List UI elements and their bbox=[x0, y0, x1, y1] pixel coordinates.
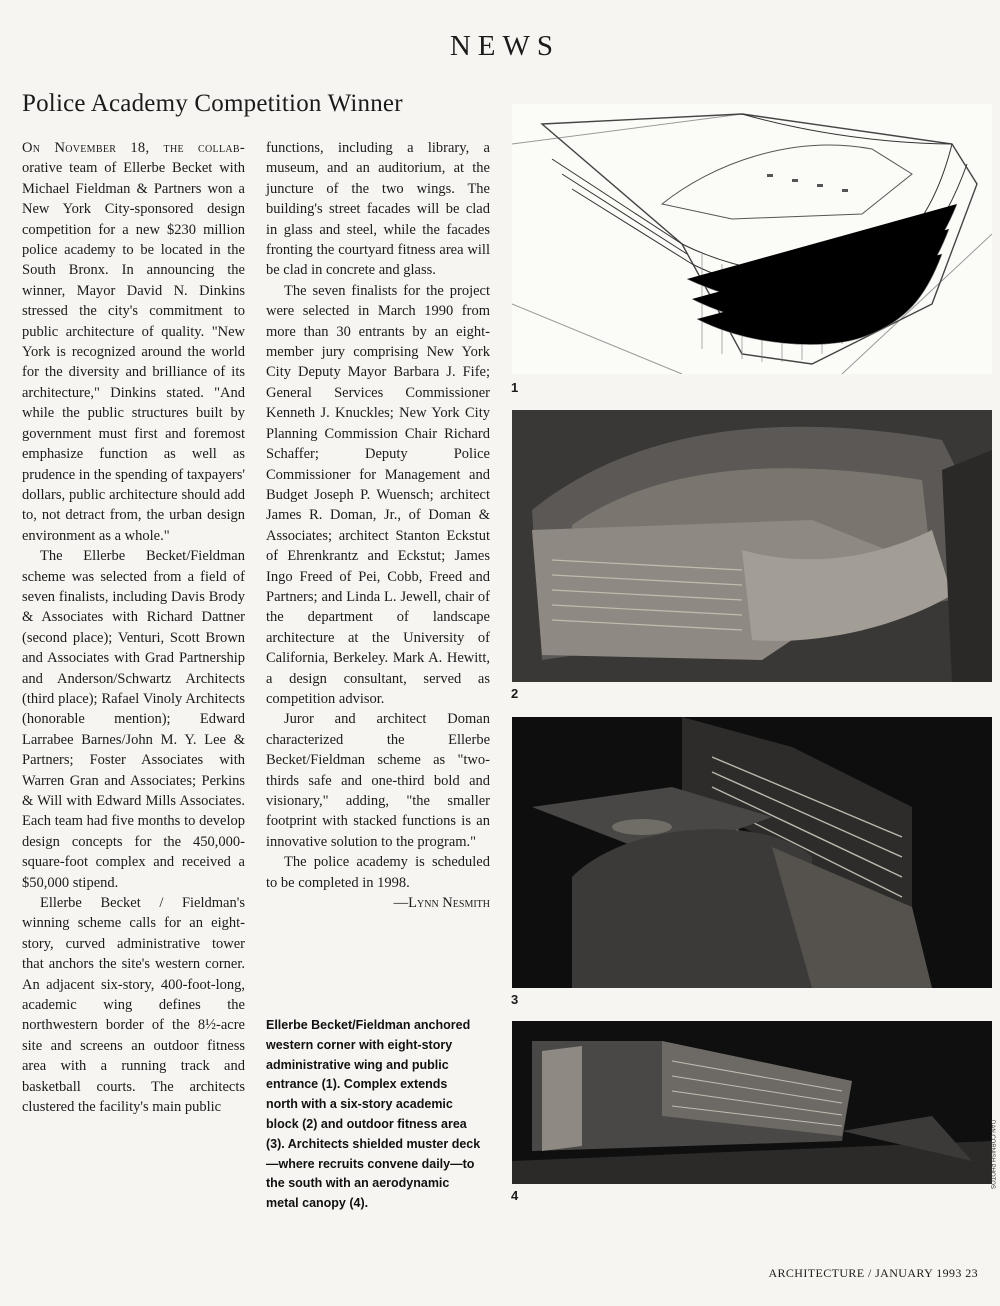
section-header: NEWS bbox=[449, 30, 560, 62]
article-paragraph-6: Juror and architect Doman characterized the Ellerbe Becket/Fieldman scheme as "two-thirds safe and one-third bold and visionary," adding, "the smaller footprint with stacked functions is an innovative solution to the program." bbox=[266, 711, 490, 850]
figure-3-photo bbox=[512, 717, 992, 988]
model-photo-2 bbox=[512, 410, 992, 682]
page-footer: ARCHITECTURE / JANUARY 1993 23 bbox=[768, 1266, 978, 1280]
figure-3-number: 3 bbox=[511, 992, 519, 1007]
figure-4-photo bbox=[512, 1021, 992, 1184]
photo-credit: DAN CORNISH PHOTOS bbox=[989, 1120, 995, 1189]
figure-2-number: 2 bbox=[511, 686, 519, 701]
article-paragraph-1: On November 18, the collab- orative team of Ellerbe Becket with Michael Fieldman & Partners won a New York City-sponsored design competition for a new $230 million police academy to be located in the South Bronx. In announcing the winner, Mayor David N. Dinkins stressed the city's commitment to public architecture of quality. "New York is recognized around the world for the diversity and brilliance of its architecture," Dinkins stated. "And while the public structures built by government must first and foremost emphasize function as well as prudence in the spending of taxpayers' dollars, public architecture should add to, not detract from, the urban design environment as a whole." bbox=[22, 140, 245, 544]
byline: —Lynn Nesmith bbox=[393, 895, 490, 912]
article-paragraph-3: Ellerbe Becket / Fieldman's winning scheme calls for an eight-story, curved administrative tower that anchors the site's western corner. An adjacent six-story, 400-foot-long, academic wing defines the northwestern border of the 8½-acre site and screens an outdoor fitness area with a running track and basketball courts. The architects clustered the facility's main public bbox=[22, 895, 245, 1116]
figure-1-drawing bbox=[512, 104, 992, 374]
article-column-2 bbox=[266, 138, 490, 913]
figure-4-number: 4 bbox=[511, 1188, 519, 1203]
article-paragraph-4: functions, including a library, a museum, and an auditorium, at the juncture of the two wings. The building's street facades will be clad in glass and steel, while the facades fronting the courtyard fitness area will be clad in concrete and glass. bbox=[266, 140, 490, 279]
article-column-1 bbox=[22, 138, 245, 1118]
article-paragraph-7: The police academy is scheduled to be completed in 1998. bbox=[266, 854, 490, 891]
headline: Police Academy Competition Winner bbox=[22, 90, 403, 117]
lead-in: On November 18, the collab- bbox=[22, 140, 245, 156]
figure-2-photo bbox=[512, 410, 992, 682]
article-paragraph-5: The seven finalists for the project were selected in March 1990 from more than 30 entrants by an eight-member jury comprising New York City Deputy Mayor Barbara J. Fife; General Services Commissioner Kenneth J. Knuckles; New York City Planning Commission Chair Richard Schaffer; Deputy Police Commissioner for Management and Budget Joseph P. Wuensch; architect James R. Doman, Jr., of Doman & Associates; architect Stanton Eckstut of Ehrenkrantz and Eckstut; James Ingo Freed of Pei, Cobb, Freed and Partners; and Linda L. Jewell, chair of the department of landscape architecture at the University of California, Berkeley. Mark A. Hewitt, a design consultant, served as competition advisor. bbox=[266, 282, 490, 707]
model-photo-4 bbox=[512, 1021, 992, 1184]
article-paragraph-2: The Ellerbe Becket/Fieldman scheme was selected from a field of seven finalists, including Davis Brody & Associates with Richard Dattner (second place); Venturi, Scott Brown and Associates with Grad Partnership and Anderson/Schwartz Architects (third place); Rafael Vinoly Architects (honorable mention); Edward Larrabee Barnes/John M. Y. Lee & Partners; Foster Associates with Warren Gran and Associates; Perkins & Will with Edward Mills Associates. Each team had five months to develop design concepts for the 450,000-square-foot complex and received a $50,000 stipend. bbox=[22, 548, 245, 891]
figure-1-number: 1 bbox=[511, 380, 519, 395]
model-photo-3 bbox=[512, 717, 992, 988]
aerial-drawing bbox=[512, 104, 992, 374]
figure-caption: Ellerbe Becket/Fieldman anchored western corner with eight-story administrative wing and public entrance (1). Complex extends north with a six-story academic block (2) and outdoor fitness area (3). Architects shielded muster deck—where recruits convene daily—to the south with an aerodynamic metal canopy (4). bbox=[266, 1018, 481, 1211]
